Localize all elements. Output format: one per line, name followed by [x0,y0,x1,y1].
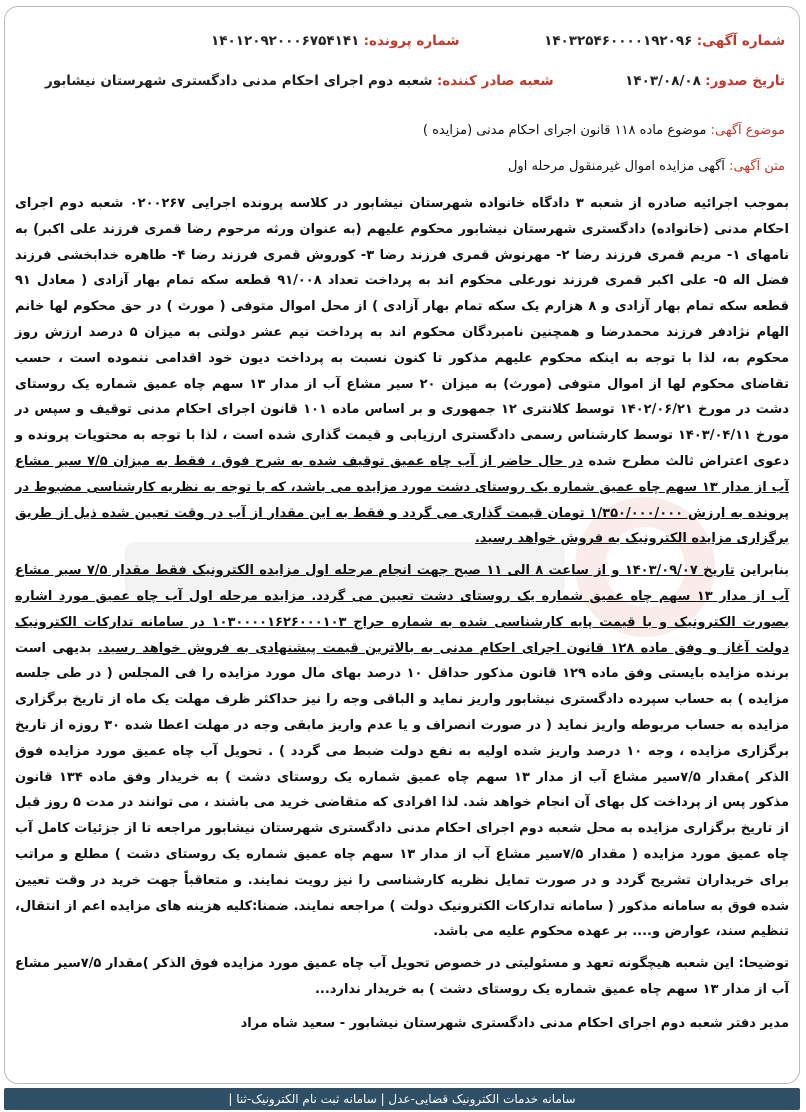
notice-card [4,6,800,1084]
footer-links[interactable]: سامانه خدمات الکترونیک قضایی-عدل | سامانه ثبت نام الکترونیک-ثنا | [228,1092,576,1106]
issuer-row [45,73,554,89]
paragraph-2-text: بدیهی است برنده مزایده بایستی وفق ماده ۱۲۹ قانون مذکور حداقل ۱۰ درصد بهای مال مورد مزایده را فی المجلس ( در طی جلسه مزایده ) به حساب سپرده دادگستری نیشابور واریز نماید و الباقی وجه را نیز حداکثر ظرف مهلت یک ماه از تاریخ برگزاری مزایده به حساب مربوطه واریز نماید ( در صورت انصراف و یا عدم واریز مابقی وجه در مهلت اعطا شده ۳۰ روزه از تاریخ برگزاری مزایده ، وجه ۱۰ درصد واریز شده اولیه به نفع دولت ضبط می گردد ) . تحویل آب چاه عمیق مورد مزایده فوق الذکر )مقدار ۷/۵سیر مشاع آب از مدار ۱۳ سهم چاه عمیق شماره یک روستای دشت ) به خریدار وفق ماده ۱۳۴ قانون مذکور پس از پرداخت کل بهای آن انجام خواهد شد. لذا افرادی که متقاضی خرید می باشند ، می توانند در مدت ۵ روز قبل از تاریخ برگزاری مزایده به محل شعبه دوم اجرای احکام مدنی دادگستری شهرستان نیشابور مراجعه تا از جزئیات کامل آب چاه عمیق مورد مزایده ( مقدار ۷/۵سیر مشاع آب از مدار ۱۳ سهم چاه عمیق شماره یک روستای دشت ) مطلع و مراتب برای خریداران تشریح گردد و در صورت تمایل نظریه کارشناسی را نیز رویت نمایند. و متعاقباً جهت خرید در وقت تعیین شده فوق به سامانه مذکور ( سامانه تدارکات الکترونیک دولت ) مراجعه نمایند. ضمنا:کلیه هزینه های مزایده اعم از انتقال، تنظیم سند، عوارض و.... بر عهده محکوم علیه می باشد. [15,640,790,940]
paragraph-2 [15,558,789,945]
paragraph-1 [15,191,789,552]
paragraph-3 [15,951,789,1003]
paragraph-1-underlined: در حال حاضر از آب چاه عمیق توقیف شده به شرح فوق ، فقط به میزان ۷/۵ سیر مشاع آب از مدار ۱۳ سهم چاه عمیق شماره یک روستای دشت مورد مزایده می باشد، که با توجه به نظریه کارشناسی مضبوط در پرونده به ارزش ۱/۳۵۰/۰۰۰/۰۰۰ تومان قیمت گذاری می گردد و فقط به این مقدار از آب در وقت تعیین شده ذیل از طریق برگزاری مزایده الکترونیک به فروش خواهد رسید. [15,453,790,547]
issuer-value: شعبه دوم اجرای احکام مدنی دادگستری شهرستان نیشابور [45,73,433,89]
signature-text: مدیر دفتر شعبه دوم اجرای احکام مدنی دادگستری شهرستان نیشابور - سعید شاه مراد [240,1015,789,1031]
case-number-row [211,33,460,49]
issue-date-value: ۱۴۰۳/۰۸/۰۸ [625,73,701,89]
paragraph-2-intro: بنابراین [739,563,789,579]
notice-body [15,191,789,1037]
ad-number-label: شماره آگهی: [696,33,785,49]
subject-row [423,123,785,138]
signature-line [15,1011,789,1037]
issue-date-label: تاریخ صدور: [705,73,785,89]
case-number-value: ۱۴۰۱۲۰۹۲۰۰۰۶۷۵۴۱۴۱ [211,33,360,49]
text-title-row [508,159,785,174]
subject-label: موضوع آگهی: [710,123,785,138]
issuer-label: شعبه صادر کننده: [436,73,554,89]
ad-number-value: ۱۴۰۳۲۵۴۶۰۰۰۰۱۹۲۰۹۶ [544,33,693,49]
subject-value: موضوع ماده ۱۱۸ قانون اجرای احکام مدنی (مزایده ) [422,123,707,138]
paragraph-2-underlined: تاریخ ۱۴۰۳/۰۹/۰۷ و از ساعت ۸ الی ۱۱ صبح جهت انجام مرحله اول مزایده الکترونیک فقط مقدار ۷/۵ سیر مشاع آب از مدار ۱۳ سهم چاه عمیق شماره یک روستای دشت تعیین می گردد. مزایده مرحله اول آب چاه عمیق مورد اشاره بصورت الکترونیک و با قیمت پایه کارشناسی شده به شماره حراج ۱۰۳۰۰۰۰۱۶۲۶۰۰۰۱۰۳ در سامانه تدارکات الکترونیک دولت آغاز و وفق ماده ۱۲۸ قانون اجرای احکام مدنی به بالاترین قیمت پیشنهادی به فروش خواهد رسید. [15,563,789,656]
text-title-label: متن آگهی: [729,159,785,174]
paragraph-3-text: توضیحا: این شعبه هیچگونه تعهد و مسئولیتی در خصوص تحویل آب چاه عمیق مورد مزایده فوق الذکر )مقدار ۷/۵سیر مشاع آب از مدار ۱۳ سهم چاه عمیق شماره یک روستای دشت ) به خریدار ندارد... [15,956,789,997]
case-number-label: شماره پرونده: [363,33,460,49]
footer-bar [4,1088,800,1110]
text-title-value: آگهی مزایده اموال غیرمنقول مرحله اول [507,159,725,174]
ad-number-row [544,33,785,49]
paragraph-1-text: بموجب اجرائیه صادره از شعبه ۳ دادگاه خانواده شهرستان نیشابور در کلاسه پرونده اجرایی ۰۲۰۰۲۶۷ شعبه دوم اجرای احکام مدنی (خانواده) دادگستری شهرستان نیشابور محکوم علیهم (به عنوان ورثه مرحوم رضا قمری فرزند علی اکبر) به نامهای ۱- مریم قمری فرزند رضا ۲- مهرنوش قمری فرزند رضا ۳- کوروش قمری فرزند رضا ۴- طاهره خدابخشی فرزند فضل اله ۵- علی اکبر قمری فرزند نورعلی محکوم اند به پرداخت تعداد ۹۱/۰۰۸ قطعه سکه تمام بهار آزادی ( معادل ۹۱ قطعه سکه تمام بهار آزادی و ۸ هزارم یک سکه تمام بهار آزادی ) از محل اموال متوفی ( مورث ) در حق محکوم لها خانم الهام نژادفر فرزند محمدرضا و همچنین نامبردگان محکوم اند به پرداخت نیم عشر دولتی به میزان ۵ درصد ارزش روز محکوم به، لذا با توجه به اینکه محکوم علیهم مذکور تا کنون نسبت به پرداخت دیون خود اقدامی ننموده است ، حسب تقاضای محکوم لها از اموال متوفی (مورث) به میزان ۲۰ سیر مشاع آب از مدار ۱۳ سهم چاه عمیق شماره یک روستای دشت در مورخ ۱۴۰۲/۰۶/۲۱ توسط کلانتری ۱۲ جمهوری و بر اساس ماده ۱۰۱ قانون اجرای احکام مدنی توقیف و سپس در مورخ ۱۴۰۳/۰۴/۱۱ توسط کارشناس رسمی دادگستری ارزیابی و قیمت گذاری شده است ، لذا با توجه به محتویات پرونده و دعوی اعتراض ثالث مطرح شده [15,196,790,469]
issue-date-row [625,73,785,89]
